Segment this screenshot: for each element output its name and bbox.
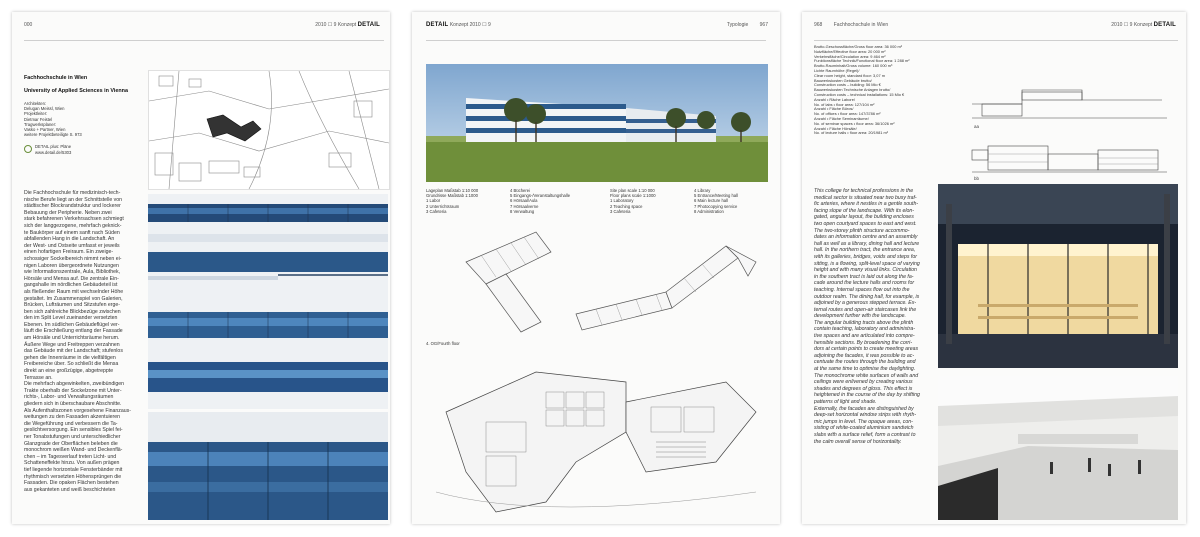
facade-photo-top-image bbox=[148, 194, 388, 409]
body-line: das Gebäude mit der Landschaft; stufenlos bbox=[24, 348, 123, 355]
body-line: schossiger Sockelbereich nimmt neben ei- bbox=[24, 255, 122, 262]
body-line: Schatteneffekte hinzu. Von außen prägen bbox=[24, 460, 120, 467]
credit-line: Tragwerksplaner: bbox=[24, 121, 57, 127]
credit-line: Dietmar Feistel bbox=[24, 116, 53, 122]
body-line: gehen die Innenräume in die vielfältigen bbox=[24, 354, 116, 361]
body-line: richts-, Labor- und Verwaltungsräumen bbox=[24, 394, 114, 401]
page-middle bbox=[412, 12, 780, 524]
legend-line: 1 Laboratory bbox=[610, 198, 634, 204]
building-exterior-image bbox=[426, 64, 768, 182]
legend-line: 4 Bücherei bbox=[510, 188, 531, 193]
body-line: ceilings were enlivened by creating various bbox=[814, 379, 913, 386]
body-line: Terrasse an. bbox=[24, 374, 53, 381]
legend-line: 6 Main lecture hall bbox=[694, 198, 728, 204]
page-number: 000 bbox=[24, 22, 33, 28]
legend-line: 2 Teaching space bbox=[610, 203, 643, 209]
building-sections bbox=[962, 52, 1178, 192]
body-line: mic jumps in level. The opaque areas, con- bbox=[814, 418, 913, 425]
body-line: dors at certain points to create meeting areas bbox=[814, 346, 919, 353]
legend-line: Lageplan Maßstab 1:10 000 bbox=[426, 188, 479, 193]
section-label: Konzept bbox=[337, 22, 357, 28]
detail-plus-link[interactable] bbox=[24, 144, 144, 154]
page-number: 968 bbox=[814, 22, 823, 28]
body-line: am Hörsäle und Unterrichtsräume herum. bbox=[24, 335, 120, 342]
stat-line: Bauwerkskosten Technische Anlagen brutto/ bbox=[814, 87, 891, 93]
floor-plan-ground-drawing bbox=[426, 352, 768, 520]
stat-line: No. of lecture halls • floor area: 20/1981 m² bbox=[814, 130, 889, 136]
credit-line: Projektleiter: bbox=[24, 111, 48, 117]
body-line: Trakte oberhalb der Sockelzone mit Unter- bbox=[24, 387, 122, 394]
page-right bbox=[802, 12, 1186, 524]
legend-de-2 bbox=[510, 188, 596, 214]
body-line: tive spaces and are articulated into compre- bbox=[814, 333, 915, 340]
legend-line: Grundrisse Maßstab 1:1000 bbox=[426, 193, 478, 199]
body-line: The angular building tracts above the plinth bbox=[814, 319, 914, 326]
body-line: teaching. Internal spaces flow out into the bbox=[814, 286, 910, 293]
body-line: direkt an eine großzügige, abgetreppte bbox=[24, 368, 114, 375]
body-line: height and with many visual links. Circulation bbox=[814, 267, 917, 274]
body-line: Freibereiche über. So schließt die Mensa bbox=[24, 361, 119, 368]
page-number: 967 bbox=[759, 22, 768, 28]
header-rule bbox=[814, 40, 1178, 41]
body-line: The two-storey plinth structure accommo- bbox=[814, 227, 910, 234]
body-line: ner Tonabstufungen und unterschiedlicher bbox=[24, 433, 121, 440]
legend-line: 2 Unterrichtsraum bbox=[426, 203, 460, 209]
header-rule bbox=[24, 40, 384, 41]
body-line: geslichtversorgung. Ein sensibles Spiel fei- bbox=[24, 427, 123, 434]
body-line: in the southern tract is laid out along the fa- bbox=[814, 273, 914, 280]
legend-line: 8 Administration bbox=[694, 208, 724, 214]
stat-line: Construction costs – building: 56 Mio € bbox=[814, 82, 881, 88]
body-line: rhythmisch versetzten Höhensprüngen die bbox=[24, 473, 122, 480]
page-left bbox=[12, 12, 390, 524]
body-line: abfallenden Hang in die Landschaft. An bbox=[24, 236, 115, 243]
body-line: centuate the routes through the building and bbox=[814, 359, 916, 366]
body-line: Brücken, Lufträumen und Sitzstufen erge- bbox=[24, 302, 121, 309]
legend-line: 8 Verwaltung bbox=[510, 208, 535, 214]
body-line: nigen Laboren übergeordnete Nutzungen bbox=[24, 262, 119, 269]
body-line: te Baukörper auf einem sanft nach Süden bbox=[24, 229, 120, 236]
floor-plan-upper bbox=[426, 222, 768, 352]
credit-line: Delugan Meissl, Wien bbox=[24, 106, 65, 112]
article-title-en: University of Applied Sciences in Vienna bbox=[24, 88, 128, 94]
legend-de-1 bbox=[426, 188, 506, 214]
legend-line: 5 Eingangs-/Veranstaltungshalle bbox=[510, 193, 571, 199]
body-line: patterns of light and shade. bbox=[814, 399, 877, 405]
body-line: hall. In the northern tract, the entrance area, bbox=[814, 247, 916, 254]
site-plan bbox=[148, 70, 390, 190]
running-title: Fachhochschule in Wien bbox=[833, 22, 889, 28]
dining-hall-image bbox=[938, 184, 1178, 368]
body-line: fic arteries, where it nestles in a gentle south- bbox=[814, 201, 919, 208]
stat-line: Bauwerkskosten Gebäude brutto/ bbox=[814, 77, 872, 83]
body-line: The monochrome white surfaces of walls and bbox=[814, 372, 919, 379]
body-line: contain teaching, laboratory and administra- bbox=[814, 326, 915, 333]
facade-photo-top bbox=[148, 194, 388, 409]
body-line: facing slope of the landscape. With its elon- bbox=[814, 207, 915, 214]
stat-line: Lichte Raumhöhe (Regel)/ bbox=[814, 67, 860, 73]
body-line: medical sector is situated near two busy traf- bbox=[814, 194, 917, 201]
body-line: gangshalle im nördlichen Gebäudeteil ist bbox=[24, 282, 118, 289]
legend-line: 7 Hörsaalverne bbox=[510, 203, 539, 209]
credit-line: Architekten: bbox=[24, 101, 47, 106]
article-title-de: Fachhochschule in Wien bbox=[24, 75, 88, 81]
body-line: Bebauung der Peripherie. Neben zwei bbox=[24, 209, 112, 216]
link-url: www.detail.de/5303 bbox=[35, 149, 72, 155]
entrance-hall-photo bbox=[938, 376, 1178, 520]
legend-en-1 bbox=[610, 188, 688, 214]
body-line: Externally, the facades are distinguished by bbox=[814, 405, 914, 412]
floor-plan-upper-drawing bbox=[426, 222, 768, 352]
body-line: sisting of white-coated aluminium sandwich bbox=[814, 425, 914, 432]
body-line: gated, angular layout, the building encloses bbox=[814, 214, 914, 221]
credits bbox=[24, 101, 144, 137]
body-line: ternal routes and open-air staircases link the bbox=[814, 306, 917, 313]
body-line: at the same time to optimise the daylighting. bbox=[814, 366, 916, 373]
page-header bbox=[315, 22, 380, 28]
stat-line: Anzahl • Fläche Hörsäle/ bbox=[814, 125, 857, 131]
body-line: einen hofartigen Freiraum. Ein zweige- bbox=[24, 249, 114, 256]
dining-hall-photo bbox=[938, 184, 1178, 368]
legend-line: 4 Library bbox=[694, 188, 711, 193]
body-line: ben sich zahlreiche Blickbezüge zwischen bbox=[24, 308, 121, 315]
building-exterior-photo bbox=[426, 64, 768, 182]
header-rule bbox=[426, 40, 766, 41]
legend-line: 1 Labor bbox=[426, 198, 441, 204]
body-line: the calm overall sense of horizontality. bbox=[814, 438, 902, 445]
body-line: aus gekanteten und weiß beschichteten bbox=[24, 486, 116, 493]
body-line: Als Aufenthaltszonen vorgesehene Finanzaus- bbox=[24, 407, 131, 414]
body-line: deep-set horizontal window strips with rhyth- bbox=[814, 412, 917, 419]
stat-line: Nutzfläche/Effective floor area: 20 000 m² bbox=[814, 48, 886, 54]
entrance-hall-image bbox=[938, 376, 1178, 520]
body-line: This college for technical professions in the bbox=[814, 188, 914, 194]
body-line: wie Informationszentrale, Aula, Bibliothek, bbox=[24, 269, 121, 276]
body-line: als fließender Raum mit wechselnder Höhe bbox=[24, 288, 124, 295]
body-line: den im Split Level zueinander versetzten bbox=[24, 315, 118, 322]
body-line: adjoining the facades, it was possible to ac- bbox=[814, 352, 915, 359]
body-line: dates an information centre and an assembly bbox=[814, 234, 918, 241]
section-label-aa: aa bbox=[974, 124, 980, 129]
stat-line: Clear room height, standard floor: 3,07 m bbox=[814, 72, 885, 78]
body-line: monochrom weißen Wand- und Deckenflä- bbox=[24, 447, 123, 454]
page-header-left bbox=[814, 22, 888, 28]
body-line: nische Berufe liegt an der Schnittstelle von bbox=[24, 196, 123, 203]
body-line: shades and degrees of gloss. This effect is bbox=[814, 385, 913, 392]
section-label: Konzept bbox=[449, 22, 469, 28]
legend-en-2 bbox=[694, 188, 772, 214]
article-body-de bbox=[24, 190, 144, 520]
legend-line: 7 Photocopying service bbox=[694, 203, 738, 209]
legend-line: 6 Hörsaal/Aula bbox=[510, 198, 538, 204]
body-line: two open courtyard spaces to east and west. bbox=[814, 220, 917, 227]
body-line: läuft die Erschließung entlang der Fassade bbox=[24, 328, 123, 335]
facade-photo-bottom-image bbox=[148, 412, 388, 520]
body-line: chen – im Tagesverlauf treten Licht- und bbox=[24, 453, 117, 460]
stat-line: No. of seminar spaces • floor area: 36/1026 m² bbox=[814, 120, 895, 126]
body-line: die Wegeführung und verbessern die Ta- bbox=[24, 420, 118, 427]
brand-logo: DETAIL bbox=[357, 22, 380, 28]
issue-label: 2010 ☐ 9 bbox=[469, 22, 491, 28]
stat-line: Construction costs – technical installations: 15 Mio € bbox=[814, 91, 905, 97]
body-line: Fassaden. Die opaken Flächen bestehen bbox=[24, 480, 119, 487]
body-line: gestaltet. Im Zusammenspiel von Galerien, bbox=[24, 295, 123, 302]
credit-line: Vasko + Partner, Wien bbox=[24, 127, 66, 133]
body-line: hall as well as a library, dining hall and lecture bbox=[814, 240, 920, 247]
body-line: development further with the landscape. bbox=[814, 313, 906, 320]
body-line: städtischer Blockrandstruktur und lockerer bbox=[24, 203, 121, 210]
body-line: with its galleries, bridges, voids and steps for bbox=[814, 253, 917, 260]
body-line: gliedern sich in überschaubare Abschnitte. bbox=[24, 401, 122, 407]
body-line: heightened in the course of the day by shifting bbox=[814, 392, 920, 399]
credit-line: weitere Projektbeteiligte S. 973 bbox=[24, 132, 82, 138]
body-line: der West- und Ostseite umfasst er jeweils bbox=[24, 242, 120, 249]
legend-line: Floor plans scale 1:1000 bbox=[610, 193, 656, 199]
page-label: Typologie bbox=[726, 22, 749, 28]
stat-line: No. of labs • floor area: 127/104 m² bbox=[814, 101, 875, 107]
legend-line: 5 Entrance/Meeting hall bbox=[694, 193, 738, 199]
body-line: adjoined by a generous stepped terrace. Ex- bbox=[814, 300, 917, 307]
body-line: weitungen zu den Fassaden akzentuieren bbox=[24, 414, 121, 421]
brand-logo: DETAIL bbox=[426, 22, 449, 28]
body-line: sich der langgezogene, mehrfach geknick- bbox=[24, 222, 122, 229]
stat-line: Funktionsfläche Technik/Functional floor area: 1 288 m² bbox=[814, 58, 910, 64]
stat-line: Anzahl • Fläche Büros/ bbox=[814, 106, 854, 112]
page-header bbox=[1111, 22, 1176, 28]
issue-label: 2010 ☐ 9 bbox=[315, 22, 337, 28]
stat-line: No. of offices • floor area: 147/3786 m² bbox=[814, 111, 881, 117]
body-line: Hörsäle und Mensa auf. Die zentrale Ein- bbox=[24, 275, 119, 282]
body-line: Äußere Wege und Freitreppen verzahnen bbox=[24, 341, 120, 348]
site-plan-drawing bbox=[149, 71, 389, 189]
body-line: cade around the lecture halls and rooms for bbox=[814, 280, 915, 287]
brand-logo: DETAIL bbox=[1153, 22, 1176, 28]
stat-line: Verkehrsfläche/Circulation area: 9 464 m² bbox=[814, 53, 886, 59]
section-label: Konzept bbox=[1133, 22, 1153, 28]
legend-line: Site plan scale 1:10 000 bbox=[610, 188, 655, 193]
floor-plan-ground bbox=[426, 352, 768, 520]
link-icon bbox=[24, 145, 32, 153]
plan-label: 4. OG/Fourth floor bbox=[426, 340, 460, 346]
body-line: tief liegende horizontale Fensterbänder mit bbox=[24, 466, 123, 473]
project-stats bbox=[814, 45, 948, 136]
body-line: stark befahrenen Verkehrsachsen schmiegt bbox=[24, 216, 124, 223]
body-line: hensible sections. By broadening the corri- bbox=[814, 339, 913, 346]
stat-line: Brutto-Rauminhalt/Gross volume: 160 000 m³ bbox=[814, 63, 893, 69]
legend-line: 3 Cafeteria bbox=[610, 208, 631, 214]
article-intro bbox=[24, 75, 144, 155]
article-body-en bbox=[814, 188, 942, 518]
body-line: Ebenen. Im südlichen Gebäudeflügel ver- bbox=[24, 321, 120, 328]
link-label: DETAIL plus: Pläne bbox=[35, 144, 72, 150]
body-line: Die mehrfach abgewinkelten, zweibündigen bbox=[24, 381, 125, 388]
legend-line: 3 Cafeteria bbox=[426, 208, 447, 214]
page-header bbox=[426, 22, 491, 28]
stat-line: Anzahl • Räche Labore/ bbox=[814, 96, 855, 102]
page-header-right bbox=[727, 22, 768, 28]
issue-label: 2010 ☐ 9 bbox=[1111, 22, 1133, 28]
body-line: outdoor realm. The dining hall, for example, is bbox=[814, 293, 920, 300]
body-line: Glanzgrade der Oberflächen beleben die bbox=[24, 440, 118, 447]
stat-line: Brutto-Geschossfläche/Gross floor area: 36 000 m² bbox=[814, 44, 903, 49]
body-line: slabs with a surface relief, form a contrast to bbox=[814, 431, 916, 438]
body-line: Die Fachhochschule für medizinisch-tech- bbox=[24, 190, 121, 196]
sections-drawing bbox=[962, 52, 1178, 192]
body-line: sitting, is a flowing, split-level space of varying bbox=[814, 260, 920, 267]
stat-line: Anzahl • Fläche Seminarräume/ bbox=[814, 115, 869, 121]
section-label-bb: bb bbox=[974, 176, 980, 181]
facade-photo-bottom bbox=[148, 412, 388, 520]
